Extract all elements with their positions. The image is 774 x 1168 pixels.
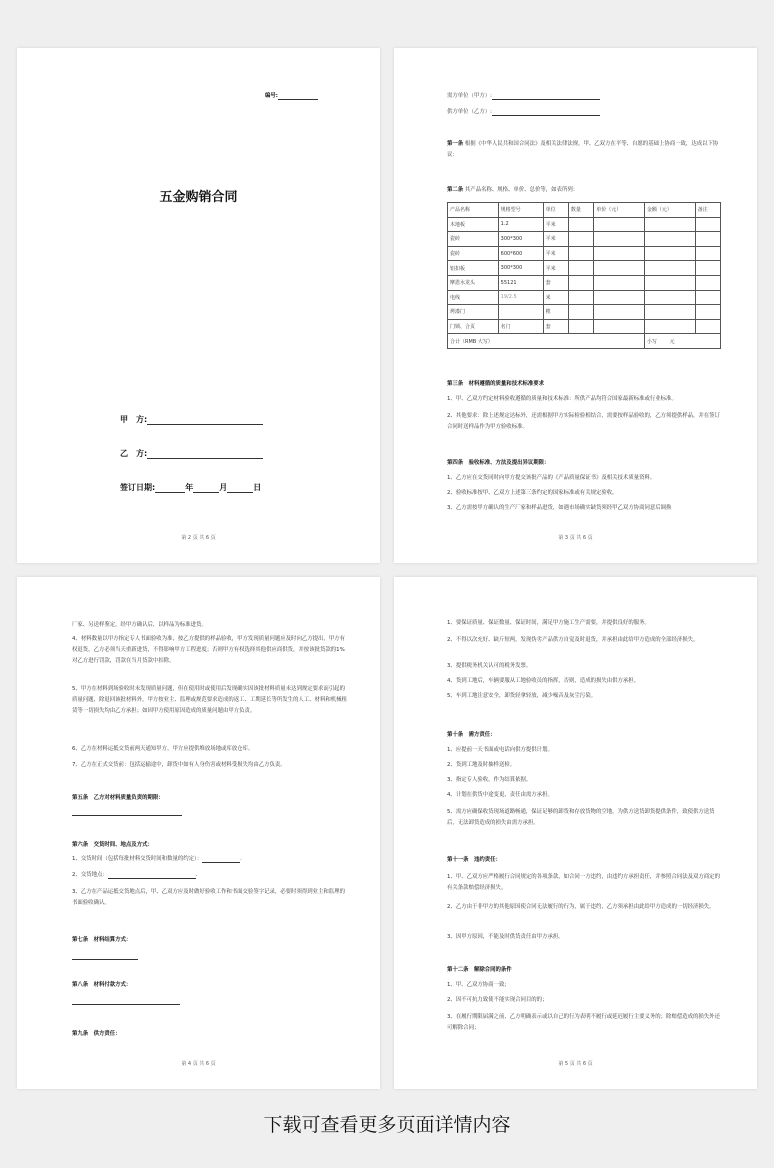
- table-cell: 铝扣板: [448, 261, 499, 276]
- table-cell: [644, 275, 695, 290]
- article-6-p3: 3、乙方在产品运抵交货地点后，甲、乙双方应及时做好验收工作和书面交验签字记录，必要时须得到业主和监理的书面验收确认。: [72, 889, 345, 906]
- table-cell: 瓷砖: [448, 246, 499, 261]
- table-cell: [695, 319, 720, 334]
- table-cell: 套: [543, 275, 568, 290]
- table-cell: 摩恩水龙头: [448, 275, 499, 290]
- article-1: 第一条 根据《中华人民共和国合同法》及相关法律法规，甲、乙双方在平等、自愿的基础上协商一致，达成以下协议：: [447, 141, 719, 158]
- contract-page-5: [394, 577, 757, 1089]
- table-cell: [568, 305, 593, 320]
- page-footer: 第 4 页 共 6 页: [181, 1061, 216, 1067]
- table-header-cell: 规格型号: [498, 203, 543, 218]
- article-5-heading: 第五条 乙方对材料质量负责的期限：: [72, 795, 164, 801]
- table-cell: [498, 305, 543, 320]
- article-7-heading: 第七条 材料结算方式：: [72, 937, 132, 943]
- article-12-heading: 第十二条 解除合同的条件: [447, 967, 512, 973]
- paragraph: 3、在履行期限届满之前，乙方明确表示或以自己的行为表明不履行或延迟履行主要义务的；除赔偿造成的损失外还可解除合同；: [447, 1014, 720, 1031]
- table-cell: 樘: [543, 305, 568, 320]
- table-cell: [594, 319, 645, 334]
- table-header-cell: 产品名称: [448, 203, 499, 218]
- contract-page-cover: [17, 48, 380, 563]
- table-cell: [695, 290, 720, 305]
- blank-line: [72, 959, 138, 960]
- table-header-row: [448, 203, 721, 218]
- table-row: [448, 232, 721, 247]
- table-cell: 电线: [448, 290, 499, 305]
- table-cell: [695, 246, 720, 261]
- table-cell: [644, 246, 695, 261]
- product-table: [447, 202, 721, 349]
- table-cell: [644, 217, 695, 232]
- paragraph: 4、材料数量以甲方指定专人书面验收为准，按乙方提供的样品验收，甲方发现质量问题应及时向乙方提出，甲方有权退货，乙方必须当天重新进货，不得影响甲方工程进度；否则甲方有权选择其他供应商供货，并按该批货款的1%对乙方进行罚款，罚款在当月货款中扣除。: [72, 636, 345, 664]
- table-cell: 烤漆门: [448, 305, 499, 320]
- party-a-line: 甲 方:: [120, 414, 263, 425]
- paragraph: 3、因甲方原因，不能及时供货责任由甲方承担。: [447, 934, 564, 940]
- article-3-heading: 第三条 材料遵循的质量和技术标准要求: [447, 381, 545, 387]
- table-cell: 套: [543, 319, 568, 334]
- blank-line: [72, 1004, 180, 1005]
- table-cell: [695, 305, 720, 320]
- table-cell: [695, 217, 720, 232]
- paragraph: 5、车到工地注意安全，卸货轻拿轻放，减少噪音及灰尘污染。: [447, 693, 596, 699]
- table-cell: [594, 217, 645, 232]
- paragraph: 4、计划在供货中途变更，责任由需方承担。: [447, 792, 553, 798]
- article-2: 第二条 其产品名称、规格、单价、总价等，如表所列：: [447, 187, 579, 193]
- table-cell: 19/2.5: [498, 290, 543, 305]
- contract-page-3: [394, 48, 757, 563]
- paragraph: 1、甲、乙双方应严格履行合同规定的各项条款，如合同一方违约，由违约方承担责任，并参照合同法及双方商定的有关条款赔偿经济损失。: [447, 874, 720, 891]
- table-cell: [568, 261, 593, 276]
- table-row: [448, 305, 721, 320]
- table-row: [448, 217, 721, 232]
- table-row: [448, 290, 721, 305]
- table-cell: 木地板: [448, 217, 499, 232]
- table-header-cell: 金额（元）: [644, 203, 695, 218]
- table-cell: [568, 319, 593, 334]
- article-3-p2: 2、其他要求：除上述规定达标外，还需根据甲方实际检验相结合，需要按样品验收的，乙方须提供样品，并在签订合同时送样品作为甲方验收标准。: [447, 413, 720, 430]
- table-cell: 平米: [543, 217, 568, 232]
- table-cell: 名门: [498, 319, 543, 334]
- table-cell: 平米: [543, 261, 568, 276]
- table-cell: [568, 217, 593, 232]
- article-4-heading: 第四条 验收标准、方法及提出异议期限：: [447, 460, 550, 466]
- table-header-cell: 单价（元）: [594, 203, 645, 218]
- table-cell: 米: [543, 290, 568, 305]
- paragraph: 6、乙方在材料运抵交货前两天通知甲方，甲方应提供堆放场地或库放仓库。: [72, 746, 254, 752]
- paragraph: 2、货到工地及时抽样送检。: [447, 762, 516, 768]
- table-cell: [695, 275, 720, 290]
- table-total-row: [448, 334, 721, 349]
- table-cell: [568, 246, 593, 261]
- table-cell: [568, 232, 593, 247]
- article-9-heading: 第九条 供方责任：: [72, 1031, 121, 1037]
- table-cell: 门锁、合页: [448, 319, 499, 334]
- article-6-p1: 1、交货时间（包括每批材料交货时间和数量的约定）： .: [72, 856, 242, 862]
- seller-line: 供方单位（乙方）:: [447, 109, 600, 116]
- article-4-p3: 3、乙方需按甲方确认的生产厂家和样品进货，如遇市场确实缺货须经甲乙双方协商同意后调换: [447, 505, 672, 511]
- article-6-p2: 2、交货地点： .: [72, 872, 198, 878]
- table-cell: [644, 305, 695, 320]
- paragraph: 7、乙方在正式交货前：包括运输途中，卸货中如有人身伤害或材料受损失均由乙方负责。: [72, 762, 286, 768]
- table-row: [448, 319, 721, 334]
- contract-title: 五金购销合同: [159, 190, 238, 205]
- table-cell: [644, 261, 695, 276]
- page-footer: 第 2 页 共 6 页: [181, 535, 216, 541]
- table-cell: [594, 305, 645, 320]
- party-b-line: 乙 方:: [120, 448, 263, 459]
- article-8-heading: 第八条 材料付款方式：: [72, 982, 132, 988]
- article-4-p1: 1、乙方应在交货同时向甲方提交该批产品的《产品质量保证书》及相关技术质量资料。: [447, 475, 656, 481]
- sign-date-line: 签订日期: 年 月 日: [120, 483, 262, 492]
- contract-number-label: 编号:: [265, 93, 318, 100]
- paragraph: 2、因不可抗力致使不能实现合同目的的；: [447, 997, 548, 1003]
- table-header-cell: 备注: [695, 203, 720, 218]
- paragraph: 2、乙方由于非甲方的其他原因使合同无法履行的行为，属于违约，乙方须承担由此给甲方造成的一切经济损失。: [447, 904, 715, 910]
- table-cell: [644, 290, 695, 305]
- paragraph: 厂家、另送样鉴定，经甲方确认后，以样品为标准进货。: [72, 622, 207, 628]
- paragraph: 1、甲、乙双方协商一致；: [447, 982, 510, 988]
- table-cell: [568, 275, 593, 290]
- paragraph: 4、货到工地后，车辆要服从工地验收员的指挥，否则，造成的损失由供方承担。: [447, 678, 640, 684]
- article-4-p2: 2、验收标准按甲、乙双方上述第三条约定的国家标准或有关规定验收。: [447, 490, 618, 496]
- table-cell: [644, 232, 695, 247]
- article-11-heading: 第十一条 违约责任：: [447, 857, 501, 863]
- table-cell: [695, 232, 720, 247]
- table-cell: 55121: [498, 275, 543, 290]
- table-row: [448, 275, 721, 290]
- table-cell: 1.2: [498, 217, 543, 232]
- total-label: 合计（RMB 大写）: [448, 334, 645, 349]
- paragraph: 5、甲方在材料到场验收时未发现质量问题，但在使用时或使用后发现确实因该批材料质量未达到规定要求而引起的质量问题，除退回该批材料外，甲方按业主、监理或规范要求造成的返工、工期延长等所发生的人工、材料和机械租赁等一切损失均由乙方承担；如因甲方使用原因造成的质量问题由甲方负责。: [72, 686, 347, 714]
- table-row: [448, 246, 721, 261]
- total-small: 小写 元: [644, 334, 720, 349]
- table-cell: 600*600: [498, 246, 543, 261]
- table-cell: [568, 290, 593, 305]
- table-cell: 平米: [543, 232, 568, 247]
- buyer-line: 需方单位（甲方）:: [447, 93, 600, 100]
- page-footer: 第 3 页 共 6 页: [558, 535, 593, 541]
- table-cell: 平米: [543, 246, 568, 261]
- page-footer: 第 5 页 共 6 页: [558, 1061, 593, 1067]
- blank-line: [72, 815, 182, 816]
- table-cell: [594, 232, 645, 247]
- article-3-p1: 1、甲、乙双方约定材料验收遵循的质量和技术标准：所供产品均符合国家最新标准或行业标准。: [447, 396, 677, 402]
- contract-page-4: [17, 577, 380, 1089]
- paragraph: 1、要保证质量、保证数量、保证时间，满足甲方施工生产需要，并提供良好的服务。: [447, 620, 650, 626]
- table-row: [448, 261, 721, 276]
- article-6-heading: 第六条 交货时间、地点及方式：: [72, 842, 153, 848]
- table-cell: [594, 261, 645, 276]
- article-10-heading: 第十条 需方责任：: [447, 732, 496, 738]
- table-cell: [594, 246, 645, 261]
- paragraph: 3、指定专人验收，作为结算依据。: [447, 777, 532, 783]
- paragraph: 3、提供税务机关认可的税务发票。: [447, 663, 532, 669]
- paragraph: 5、需方应确保收货现场道路畅通，保证足够的卸货和存放货物的空地，为供方送货卸货提供条件，致使供方送货后，无法卸货造成的损失由需方承担。: [447, 809, 715, 826]
- paragraph: 1、应提前一天书面或电话向供方提供计划。: [447, 747, 553, 753]
- table-cell: 瓷砖: [448, 232, 499, 247]
- table-cell: [644, 319, 695, 334]
- table-cell: 300*300: [498, 261, 543, 276]
- table-cell: [594, 290, 645, 305]
- table-cell: 300*300: [498, 232, 543, 247]
- table-cell: [594, 275, 645, 290]
- table-header-cell: 数量: [568, 203, 593, 218]
- paragraph: 2、不得以次充好、缺斤短两，发现伪劣产品供方自觉及时退货，并承担由此给甲方造成的全部经济损失。: [447, 637, 699, 643]
- download-caption: 下载可查看更多页面详情内容: [263, 1114, 511, 1136]
- table-header-cell: 单位: [543, 203, 568, 218]
- table-cell: [695, 261, 720, 276]
